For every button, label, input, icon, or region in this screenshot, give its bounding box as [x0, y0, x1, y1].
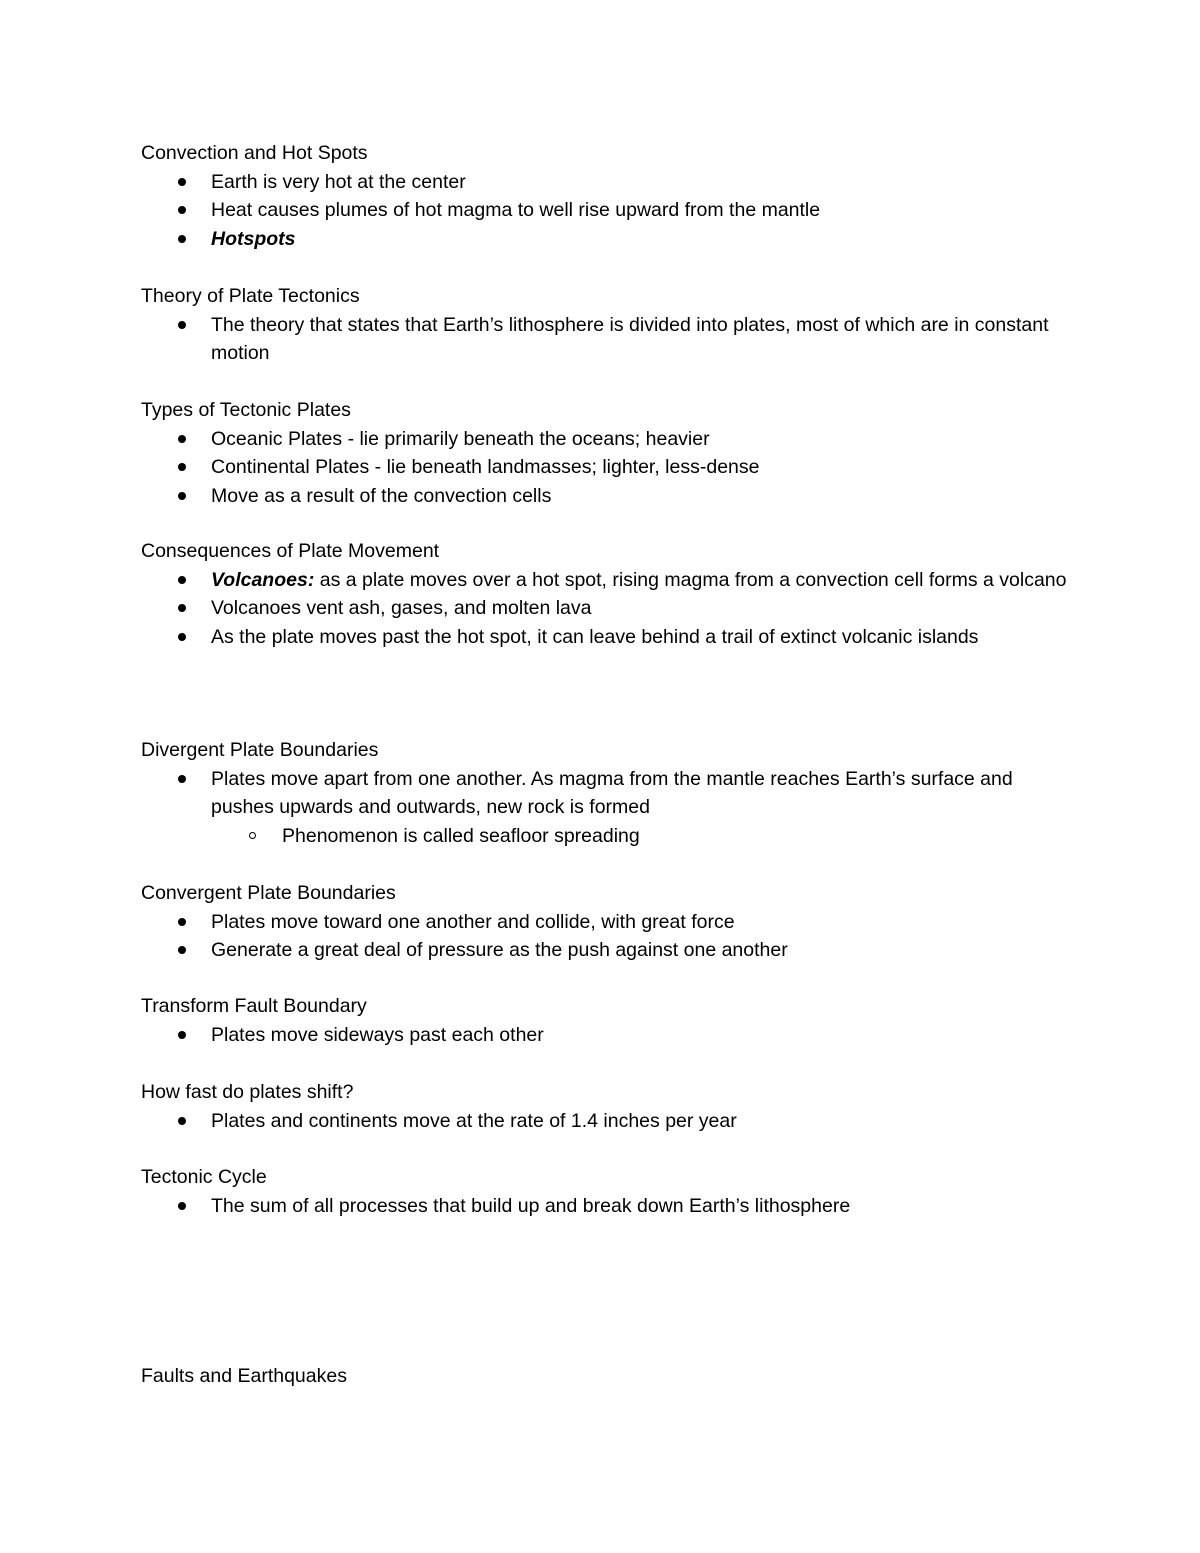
- section-heading: Types of Tectonic Plates: [141, 399, 351, 421]
- section-convection: [141, 139, 1081, 253]
- list-item-text: Heat causes plumes of hot magma to well rise upward from the mantle: [211, 199, 821, 221]
- bullet-icon: [178, 576, 186, 584]
- bullet-icon: [178, 321, 186, 329]
- bullet-icon: [178, 633, 186, 641]
- bullet-icon: [178, 775, 186, 783]
- list-item-text: Plates move toward one another and collide, with great force: [211, 910, 735, 933]
- sub-list-item: [141, 822, 1081, 851]
- section-tectonic-cycle: [141, 1163, 1081, 1220]
- section-consequences: [141, 537, 1081, 651]
- list-item: [141, 908, 1071, 937]
- bullet-list: [141, 765, 1081, 851]
- section-heading: Theory of Plate Tectonics: [141, 285, 360, 307]
- hollow-bullet-icon: [249, 832, 256, 839]
- list-item: [141, 482, 1071, 511]
- bullet-icon: [178, 492, 186, 500]
- bullet-list: [141, 311, 1081, 368]
- bullet-list: [141, 168, 1081, 254]
- list-item-text: The sum of all processes that build up and break down Earth’s lithosphere: [211, 1194, 851, 1217]
- bullet-icon: [178, 1031, 186, 1039]
- list-item-bold-term: Volcanoes:: [211, 568, 315, 591]
- list-item-text: The theory that states that Earth’s lithosphere is divided into plates, most of which are in constant motion: [211, 313, 1049, 364]
- list-item-text: Plates move apart from one another. As magma from the mantle reaches Earth’s surface and pushes upwards and outwards, new rock is formed: [211, 767, 1013, 818]
- section-heading: Convection and Hot Spots: [141, 142, 368, 164]
- section-plate-speed: [141, 1078, 1081, 1135]
- list-item-text: Plates move sideways past each other: [211, 1023, 544, 1046]
- list-item: [141, 311, 1071, 368]
- list-item: [141, 1192, 1071, 1221]
- section-plate-tectonics: [141, 282, 1081, 368]
- bullet-icon: [178, 604, 186, 612]
- list-item-text: Volcanoes vent ash, gases, and molten lava: [211, 597, 592, 619]
- list-item: [141, 566, 1071, 595]
- bullet-icon: [178, 206, 186, 214]
- section-heading: Faults and Earthquakes: [141, 1365, 347, 1387]
- sub-list-item-text: Phenomenon is called seafloor spreading: [282, 824, 640, 847]
- list-item: [141, 594, 1071, 623]
- list-item: [141, 936, 1071, 965]
- bullet-icon: [178, 463, 186, 471]
- bullet-list: [141, 1107, 1081, 1136]
- list-item: [141, 765, 1071, 822]
- section-heading: How fast do plates shift?: [141, 1081, 354, 1103]
- section-divergent: [141, 736, 1081, 850]
- bullet-list: [141, 1192, 1081, 1221]
- section-convergent: [141, 879, 1081, 965]
- section-heading: Transform Fault Boundary: [141, 995, 367, 1017]
- list-item-text: Continental Plates - lie beneath landmasses; lighter, less-dense: [211, 456, 760, 478]
- bullet-icon: [178, 435, 186, 443]
- bullet-icon: [178, 235, 186, 243]
- list-item-text: Move as a result of the convection cells: [211, 484, 552, 507]
- list-item: [141, 225, 1071, 254]
- list-item: [141, 1021, 1071, 1050]
- list-item: [141, 623, 1071, 652]
- section-plate-types: [141, 396, 1081, 510]
- section-heading: Convergent Plate Boundaries: [141, 882, 396, 904]
- bullet-icon: [178, 1117, 186, 1125]
- list-item-text: as a plate moves over a hot spot, rising magma from a convection cell forms a volcano: [314, 568, 1067, 591]
- list-item: [141, 196, 1071, 225]
- list-item-text: Oceanic Plates - lie primarily beneath the oceans; heavier: [211, 427, 710, 450]
- bullet-icon: [178, 1202, 186, 1210]
- bullet-list: [141, 566, 1081, 652]
- list-item: [141, 168, 1071, 197]
- list-item: [141, 453, 1071, 482]
- bullet-list: [141, 908, 1081, 965]
- bullet-icon: [178, 946, 186, 954]
- bullet-list: [141, 1021, 1081, 1050]
- bullet-list: [141, 425, 1081, 511]
- section-faults: [141, 1362, 1081, 1391]
- section-transform: [141, 992, 1081, 1049]
- section-heading: Divergent Plate Boundaries: [141, 739, 379, 761]
- list-item: [141, 1107, 1071, 1136]
- list-item: [141, 425, 1071, 454]
- list-item-text: Earth is very hot at the center: [211, 170, 466, 193]
- list-item-text: Plates and continents move at the rate of 1.4 inches per year: [211, 1109, 737, 1132]
- bullet-icon: [178, 178, 186, 186]
- list-item-text: Hotspots: [211, 227, 296, 250]
- bullet-icon: [178, 918, 186, 926]
- list-item-text: As the plate moves past the hot spot, it can leave behind a trail of extinct volcanic islands: [211, 625, 979, 648]
- section-heading: Tectonic Cycle: [141, 1166, 267, 1188]
- list-item-text: Generate a great deal of pressure as the push against one another: [211, 939, 788, 961]
- section-heading: Consequences of Plate Movement: [141, 540, 440, 562]
